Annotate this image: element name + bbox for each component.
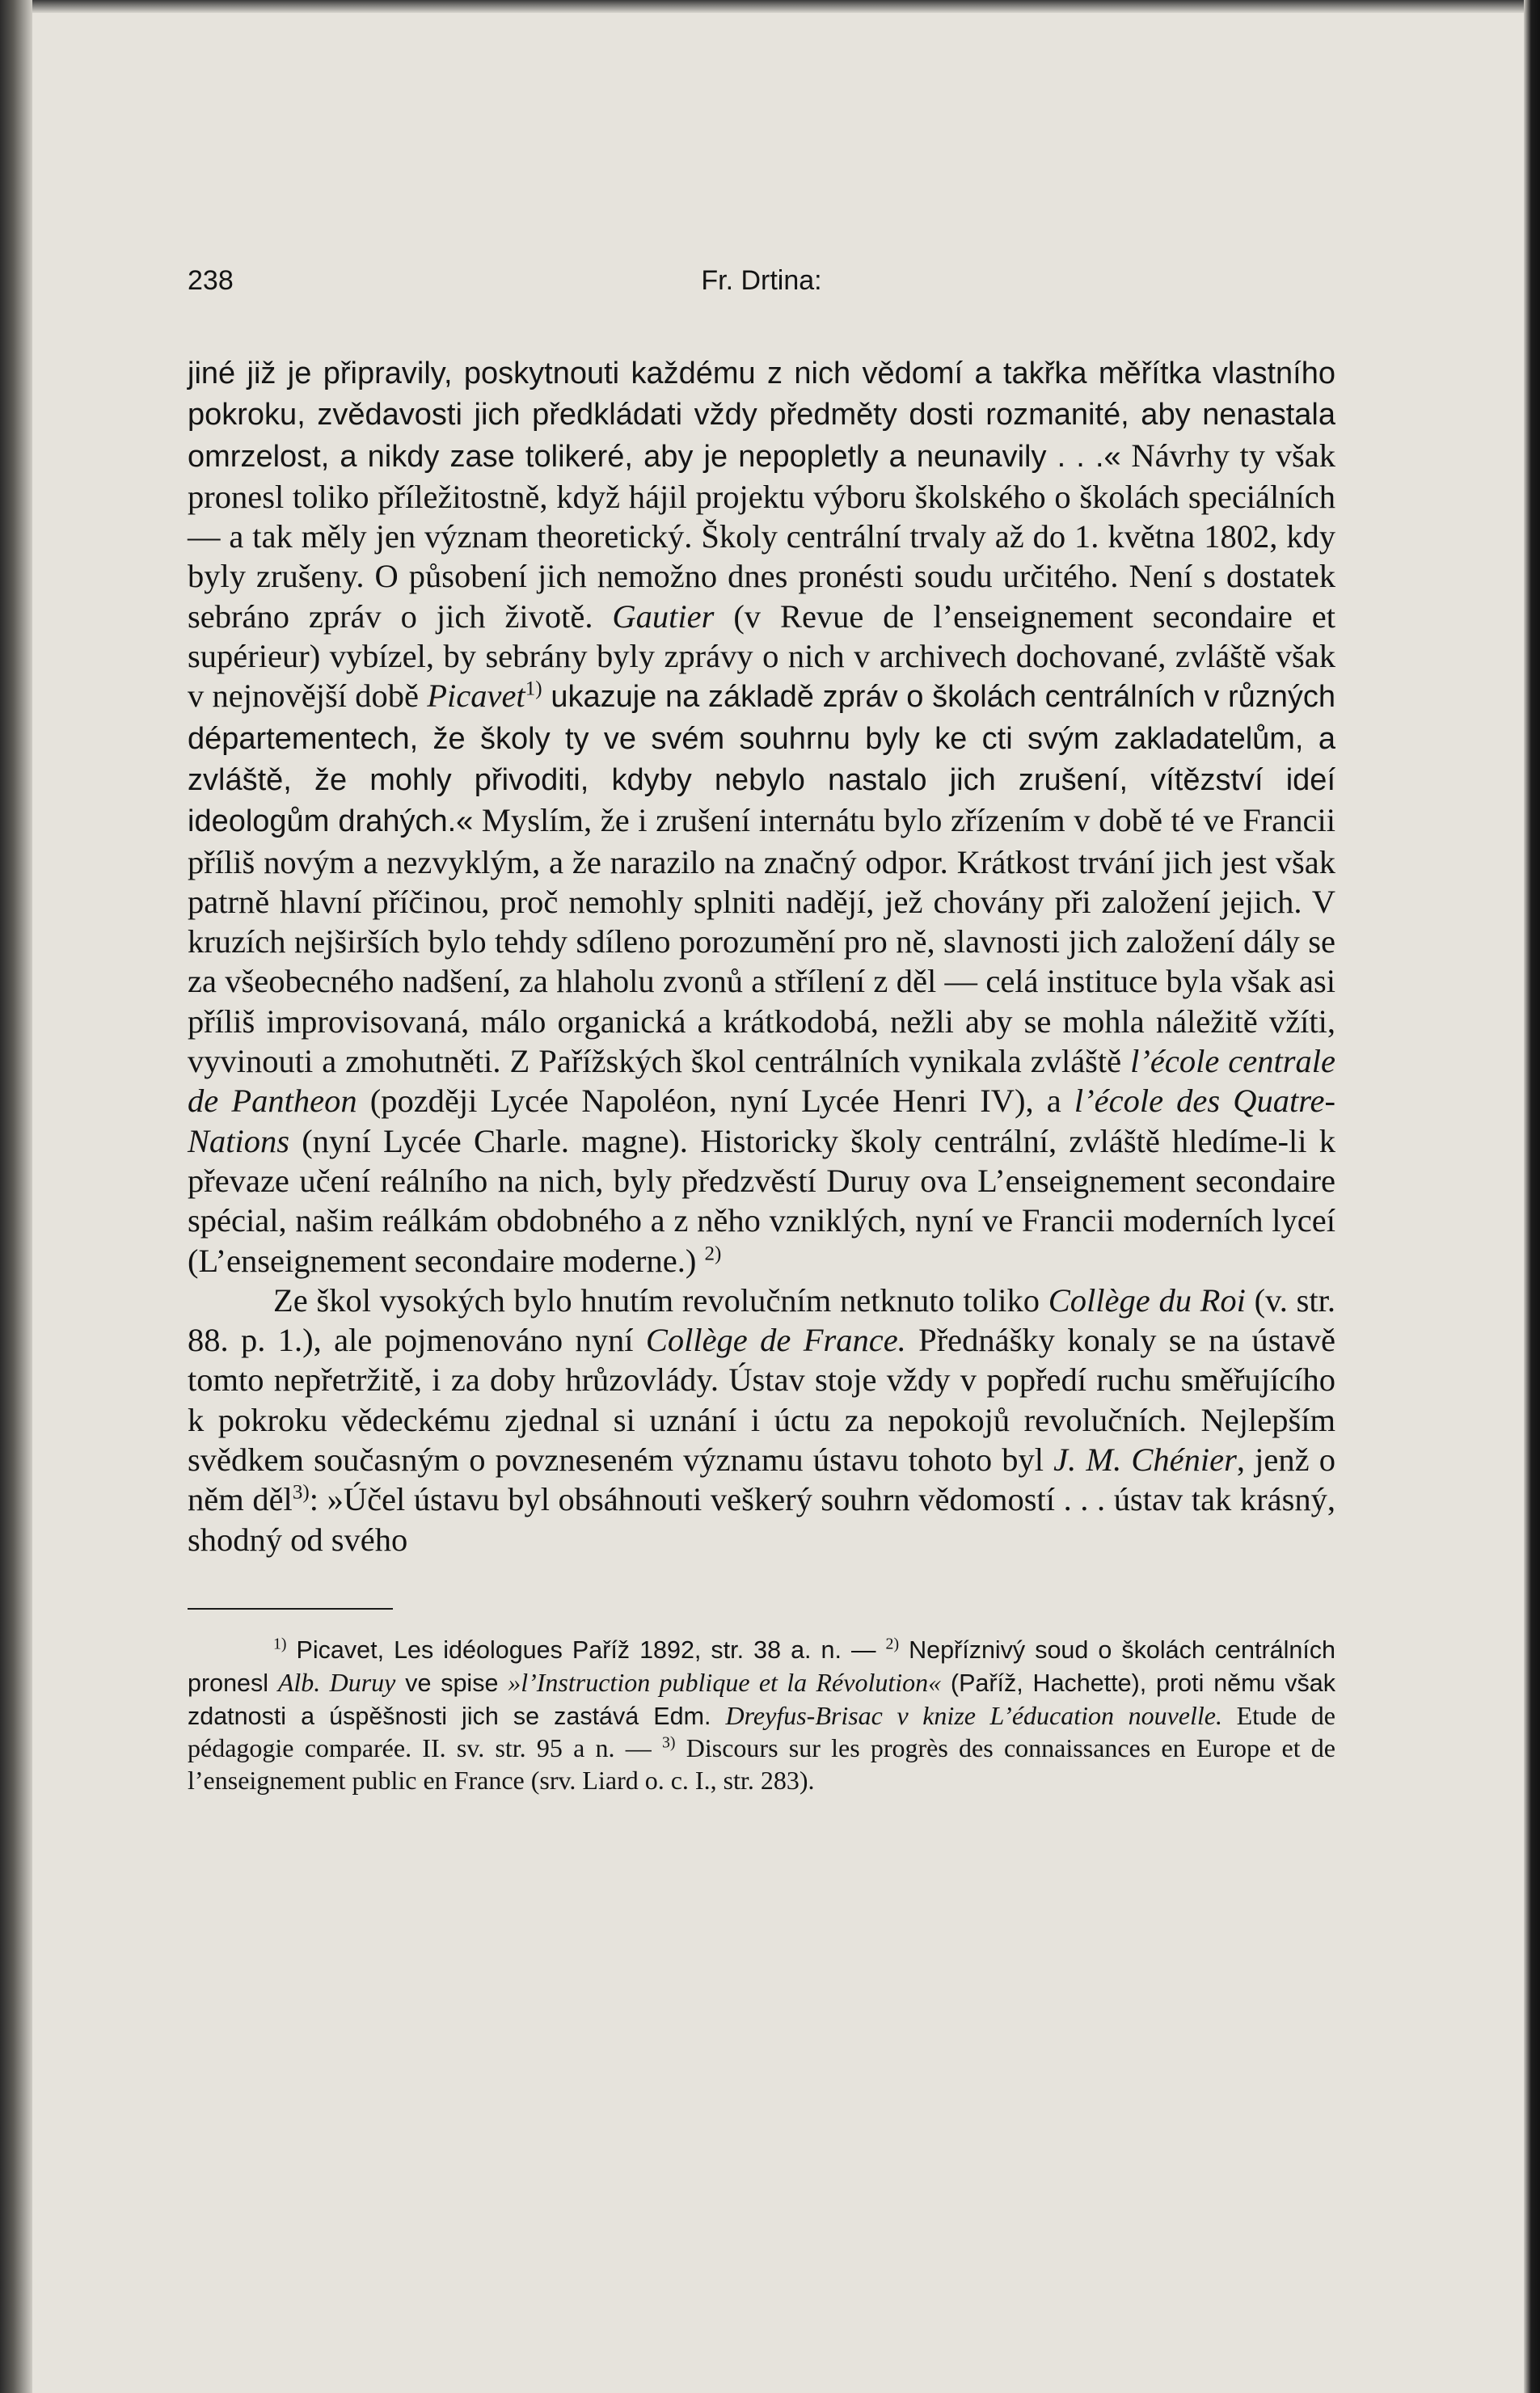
italic-text: »l’Instruction publique et la Révolution« bbox=[508, 1667, 942, 1697]
text-run: Návrhy ty však pronesl toliko příležitostně, když hájil projektu výboru školského o školách speciálních — a tak měly jen význam theoretický. Školy centrální trvaly až do 1. května 1802, kdy byly zrušeny. O působení jich nemožno dnes pronésti soudu určitého. Není s dostatek sebráno zpráv o jich životě. bbox=[188, 437, 1335, 635]
italic-text: Collège de France. bbox=[645, 1322, 906, 1359]
footnote-marker: 2) bbox=[885, 1635, 900, 1653]
footnote-marker: 2) bbox=[704, 1243, 722, 1265]
text-run: Discours sur les progrès des connaissances en Europe et de l’enseignement public en France (srv. Liard o. c. I., str. 283). bbox=[188, 1733, 1336, 1796]
italic-text: Picavet bbox=[427, 677, 525, 715]
text-run: (nyní Lycée Charle. magne). Historicky školy centrální, zvláště hledíme-li k převaze učení reálního na nich, byly předzvěstí Duruy ova L’enseignement secondaire spécial, našim reálkám obdobného a z něho vzniklých, nyní ve Francii moderních lyceí (L’enseignement secondaire moderne.) bbox=[188, 1122, 1335, 1279]
paragraph bbox=[188, 352, 1335, 1281]
italic-text: Gautier bbox=[612, 597, 715, 635]
page-number: 238 bbox=[188, 265, 234, 296]
quoted-text: ukazuje na základě zpráv o školách centrálních v různých départementech, že školy ty ve svém souhrnu byly ke cti svým zakladatelům, a zvláště, že mohly přivoditi, kdyby nebylo nastalo jich zrušení, vítězství ideí ideologům drahých.« bbox=[188, 680, 1335, 839]
footnote-rule bbox=[188, 1608, 393, 1610]
body-text bbox=[188, 352, 1335, 1559]
quoted-text: (Paříž, Hachette), proti němu však zdatnosti a úspěšnosti jich se zastává Edm. bbox=[188, 1669, 1336, 1730]
footnote-marker: 3) bbox=[292, 1481, 310, 1504]
italic-text: J. M. Chénier bbox=[1053, 1441, 1237, 1479]
text-run: Přednášky konaly se na ústavě tomto nepřetržitě, i za doby hrůzovlády. Ústav stoje vždy v popředí ruchu směřujícího k pokroku vědeckému zjednal si uznání i úctu za nepokojů revolučních. Nejlepším svědkem současným o povzneseném významu ústavu tohoto byl bbox=[188, 1322, 1335, 1479]
scan-shadow-top bbox=[0, 0, 1540, 13]
quoted-text: ve spise bbox=[395, 1669, 508, 1697]
footnote-marker: 1) bbox=[525, 677, 542, 700]
text-run: : »Účel ústavu byl obsáhnouti veškerý souhrn vědomostí . . . ústav tak krásný, shodný od svého bbox=[188, 1481, 1335, 1558]
quoted-text: Nepříznivý soud o školách centrálních pronesl bbox=[188, 1635, 1336, 1697]
text-run: Myslím, že i zrušení internátu bylo zřízením v době té ve Francii příliš novým a nezvyklým, a že narazilo na značný odpor. Krátkost trvání jich jest však patrně hlavní příčinou, proč nemohly splniti nadějí, jež chovány při založení jejich. V kruzích nejširších bylo tehdy sdíleno porozumění pro ně, slavnosti jich založení dály se za všeobecného nadšení, za hlaholu zvonů a střílení z děl — celá instituce byla však asi příliš improvisovaná, málo organická a krátkodobá, nežli aby se mohla náležitě vžíti, vyvinouti a zmohutněti. Z Pařížských škol centrálních vynikala zvláště bbox=[188, 802, 1336, 1080]
running-title: Fr. Drtina: bbox=[701, 265, 822, 296]
book-page bbox=[188, 257, 1335, 1797]
scan-shadow-left bbox=[0, 0, 32, 2393]
footnotes bbox=[188, 1634, 1335, 1797]
text-run: Etude de pédagogie comparée. II. sv. str. 95 a n. — bbox=[188, 1700, 1336, 1763]
italic-text: l’école des Quatre-Nations bbox=[188, 1083, 1335, 1159]
italic-text: Alb. Duruy bbox=[277, 1667, 396, 1697]
text-run: (později Lycée Napoléon, nyní Lycée Henri IV), a bbox=[357, 1083, 1074, 1120]
footnote-marker: 1) bbox=[273, 1635, 287, 1653]
text-run: , jenž o něm děl bbox=[188, 1441, 1335, 1518]
footnote-marker: 3) bbox=[662, 1733, 676, 1752]
text-run: (v Revue de l’enseignement secondaire et supérieur) vybízel, by sebrány byly zprávy o nich v archivech dochované, zvláště však v nejnovější době bbox=[188, 597, 1336, 715]
running-head bbox=[188, 257, 1335, 306]
scan-shadow-right bbox=[1524, 0, 1540, 2393]
text-run: Ze škol vysokých bylo hnutím revolučním netknuto toliko bbox=[273, 1281, 1048, 1319]
quoted-text: Picavet, Les idéologues Paříž 1892, str. 38 a. n. — bbox=[286, 1635, 886, 1664]
italic-text: Collège du Roi bbox=[1048, 1281, 1246, 1319]
italic-text: Dreyfus-Brisac v knize L’éducation nouvelle. bbox=[725, 1700, 1222, 1730]
quoted-text: jiné již je připravily, poskytnouti každému z nich vědomí a takřka měřítka vlastního pokroku, zvědavosti jich předkládati vždy předměty dosti rozmanité, aby nenastala omrzelost, a nikdy zase tolikeré, aby je nepopletly a neunavily . . .« bbox=[188, 357, 1335, 474]
paragraph bbox=[188, 1281, 1335, 1559]
text-run: (v. str. 88. p. 1.), ale pojmenováno nyní bbox=[188, 1281, 1336, 1359]
italic-text: l’école centrale de Pantheon bbox=[188, 1043, 1335, 1120]
